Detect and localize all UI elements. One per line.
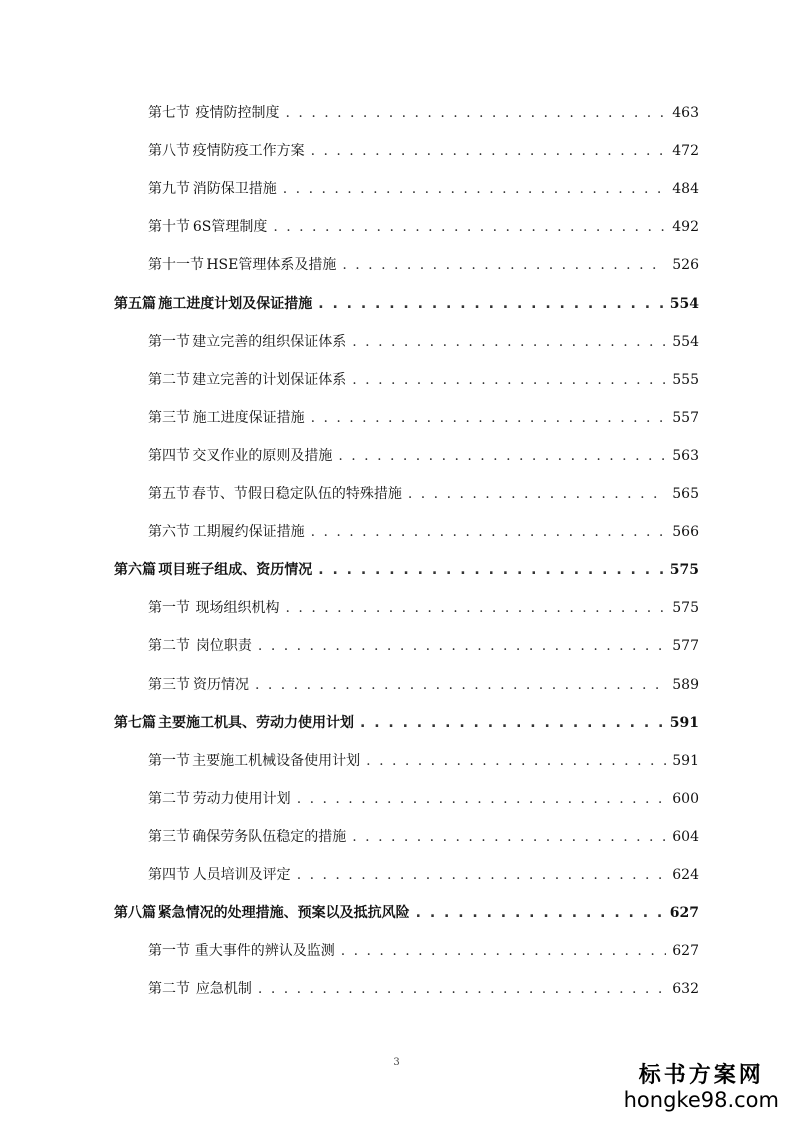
toc-page-number: 484 [672,181,699,197]
toc-section-row[interactable] [148,142,699,160]
toc-number: 第三节 [148,677,190,693]
toc-page-number: 554 [669,296,699,312]
toc-section-row[interactable] [148,523,699,541]
dot-leader [297,866,667,884]
dot-leader [352,371,666,389]
dot-leader [352,828,666,846]
toc-title: HSE管理体系及措施 [206,257,337,273]
dot-leader [258,980,666,998]
toc-section-row[interactable] [148,485,699,503]
toc-page-number: 591 [672,753,699,769]
watermark-url: hongke98.com [623,1088,779,1112]
toc-chapter-row[interactable] [114,561,699,579]
dot-leader [342,256,666,274]
toc-page-number: 463 [672,105,699,121]
toc-title: 主要施工机具、劳动力使用计划 [158,715,354,731]
toc-title: 岗位职责 [195,638,252,654]
toc-number: 第三节 [148,829,190,845]
toc-section-row[interactable] [148,676,699,694]
dot-leader [352,333,666,351]
toc-number: 第三节 [148,410,190,426]
toc-page-number: 600 [672,791,699,807]
toc-page-number: 577 [672,638,699,654]
toc-title: 6S管理制度 [192,219,268,235]
toc-number: 第五篇 [114,296,156,312]
toc-number: 第一节 [148,753,190,769]
toc-section-row[interactable] [148,333,699,351]
toc-section-row[interactable] [148,637,699,655]
toc-page-number: 555 [672,372,699,388]
toc-section-row[interactable] [148,866,699,884]
page-number: 3 [393,1057,400,1068]
toc-title: 主要施工机械设备使用计划 [192,753,361,769]
toc-title: 建立完善的计划保证体系 [192,372,347,388]
toc-title: 劳动力使用计划 [192,791,291,807]
toc-title: 疫情防疫工作方案 [192,143,305,159]
toc-number: 第十节 [148,219,190,235]
toc-page-number: 554 [672,334,699,350]
toc-title: 项目班子组成、资历情况 [158,562,313,578]
toc-title: 确保劳务队伍稳定的措施 [192,829,347,845]
toc-page-number: 566 [672,524,699,540]
toc-title: 施工进度保证措施 [192,410,305,426]
toc-page-number: 627 [672,943,699,959]
toc-number: 第一节 [148,943,190,959]
toc-title: 春节、节假日稳定队伍的特殊措施 [191,486,402,502]
toc-number: 第一节 [148,600,190,616]
toc-page-number: 589 [672,677,699,693]
toc-section-row[interactable] [148,104,699,122]
toc-title: 紧急情况的处理措施、预案以及抵抗风险 [157,905,410,921]
toc-number: 第五节 [148,486,190,502]
toc-section-row[interactable] [148,409,699,427]
watermark-logo [624,1062,779,1112]
toc-chapter-row[interactable] [114,295,699,313]
toc-number: 第一节 [148,334,190,350]
toc-page-number: 604 [672,829,699,845]
toc-section-row[interactable] [148,180,699,198]
dot-leader [318,561,663,579]
toc-page-number: 624 [672,867,699,883]
dot-leader [311,142,667,160]
toc-number: 第七节 [148,105,190,121]
toc-title: 疫情防控制度 [195,105,280,121]
toc-section-row[interactable] [148,980,699,998]
toc-section-row[interactable] [148,752,699,770]
dot-leader [338,447,666,465]
toc-number: 第九节 [148,181,190,197]
dot-leader [273,218,666,236]
dot-leader [318,295,663,313]
toc-number: 第八篇 [114,905,156,921]
toc-number: 第十一节 [148,257,204,273]
toc-title: 建立完善的组织保证体系 [192,334,347,350]
dot-leader [283,180,666,198]
toc-title: 资历情况 [192,677,249,693]
dot-leader [258,637,666,655]
toc-title: 消防保卫措施 [192,181,277,197]
dot-leader [255,676,666,694]
toc-number: 第二节 [148,981,190,997]
toc-section-row[interactable] [148,790,699,808]
toc-page-number: 591 [669,715,699,731]
toc-section-row[interactable] [148,218,699,236]
toc-number: 第七篇 [114,715,156,731]
toc-number: 第二节 [148,791,190,807]
toc-section-row[interactable] [148,371,699,389]
toc-page-number: 472 [672,143,699,159]
toc-title: 人员培训及评定 [192,867,291,883]
dot-leader [286,104,667,122]
toc-number: 第八节 [148,143,190,159]
toc-title: 应急机制 [195,981,252,997]
toc-section-row[interactable] [148,447,699,465]
dot-leader [341,942,667,960]
toc-number: 第六篇 [114,562,156,578]
dot-leader [366,752,666,770]
toc-page-number: 557 [672,410,699,426]
toc-title: 现场组织机构 [195,600,280,616]
toc-chapter-row[interactable] [114,714,699,732]
toc-number: 第二节 [148,638,190,654]
toc-title: 工期履约保证措施 [192,524,305,540]
toc-page-number: 632 [672,981,699,997]
toc-page-number: 565 [672,486,699,502]
dot-leader [297,790,667,808]
toc-page-number: 575 [669,562,699,578]
toc-section-row[interactable] [148,828,699,846]
dot-leader [360,714,664,732]
toc-title: 交叉作业的原则及措施 [192,448,333,464]
dot-leader [311,409,667,427]
toc-section-row[interactable] [148,256,699,274]
watermark-name: 标书方案网 [638,1062,764,1088]
toc-number: 第四节 [148,448,190,464]
toc-page-number: 563 [672,448,699,464]
dot-leader [311,523,667,541]
toc-number: 第二节 [148,372,190,388]
toc-page-number: 575 [672,600,699,616]
toc-section-row[interactable] [148,599,699,617]
toc-title: 重大事件的辨认及监测 [194,943,335,959]
toc-number: 第四节 [148,867,190,883]
toc-page-number: 627 [669,905,699,921]
toc-number: 第六节 [148,524,190,540]
dot-leader [416,904,664,922]
toc-title: 施工进度计划及保证措施 [158,296,313,312]
toc-page-number: 492 [672,219,699,235]
toc-section-row[interactable] [148,942,699,960]
toc-page-number: 526 [672,257,699,273]
dot-leader [408,485,666,503]
dot-leader [286,599,667,617]
toc-chapter-row[interactable] [114,904,699,922]
